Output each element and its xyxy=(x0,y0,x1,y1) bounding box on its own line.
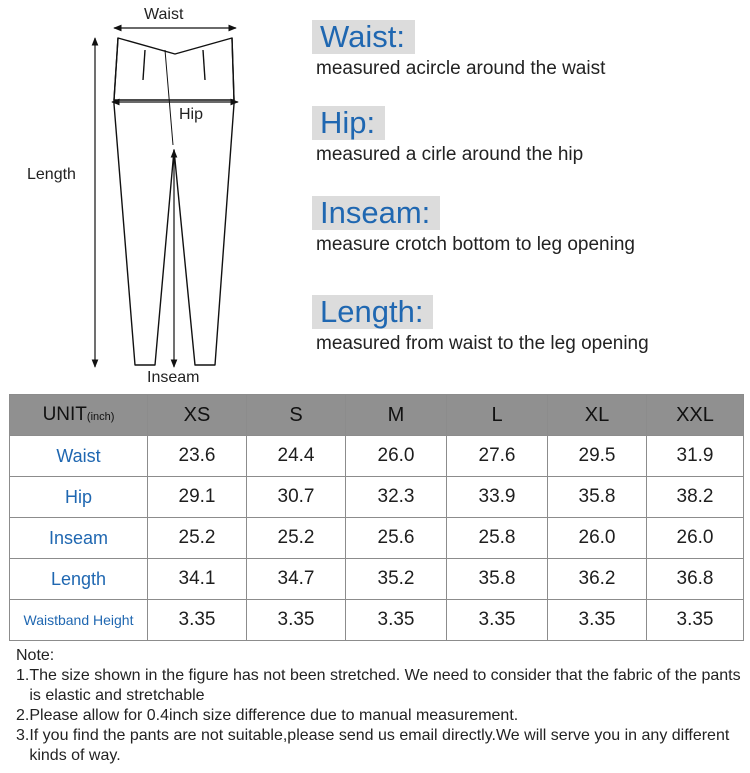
table-cell: 3.35 xyxy=(447,600,548,641)
table-row xyxy=(10,477,744,518)
row-label: Length xyxy=(10,559,148,600)
unit-label: UNIT xyxy=(42,404,87,425)
table-cell: 30.7 xyxy=(247,477,346,518)
table-row xyxy=(10,518,744,559)
hip-diagram-label: Hip xyxy=(179,106,204,123)
definition-text: measured from waist to the leg opening xyxy=(316,333,649,354)
length-diagram-label: Length xyxy=(27,166,76,183)
table-cell: 3.35 xyxy=(148,600,247,641)
definition-title: Length: xyxy=(312,295,433,329)
waist-diagram-label: Waist xyxy=(144,6,184,23)
table-cell: 25.2 xyxy=(148,518,247,559)
note-number: 2. xyxy=(16,707,30,724)
inseam-diagram-label: Inseam xyxy=(147,369,200,386)
table-cell: 25.6 xyxy=(346,518,447,559)
table-cell: 35.8 xyxy=(447,559,548,600)
table-cell: 3.35 xyxy=(346,600,447,641)
definition-text: measured acircle around the waist xyxy=(316,58,606,79)
row-label: Hip xyxy=(10,477,148,518)
table-cell: 36.2 xyxy=(548,559,647,600)
table-cell: 26.0 xyxy=(346,436,447,477)
table-cell: 3.35 xyxy=(548,600,647,641)
table-cell: 38.2 xyxy=(647,477,744,518)
definition-hip xyxy=(312,106,583,166)
definition-title: Hip: xyxy=(312,106,385,140)
definition-waist xyxy=(312,20,605,80)
size-header: XS xyxy=(148,395,247,436)
table-cell: 3.35 xyxy=(247,600,346,641)
definition-text: measured a cirle around the hip xyxy=(316,144,584,165)
size-header: L xyxy=(447,395,548,436)
table-cell: 32.3 xyxy=(346,477,447,518)
table-cell: 34.1 xyxy=(148,559,247,600)
table-cell: 25.2 xyxy=(247,518,346,559)
definition-length xyxy=(312,295,649,355)
table-cell: 36.8 xyxy=(647,559,744,600)
table-cell: 26.0 xyxy=(647,518,744,559)
size-header: M xyxy=(346,395,447,436)
note-item xyxy=(16,706,746,726)
definition-title: Waist: xyxy=(312,20,415,54)
size-chart-table xyxy=(9,394,744,641)
table-row xyxy=(10,436,744,477)
table-cell: 34.7 xyxy=(247,559,346,600)
table-cell: 3.35 xyxy=(647,600,744,641)
pants-measurement-diagram xyxy=(0,0,300,392)
note-item xyxy=(16,726,746,766)
notes-section xyxy=(16,646,746,766)
definition-title: Inseam: xyxy=(312,196,440,230)
table-cell: 27.6 xyxy=(447,436,548,477)
table-cell: 24.4 xyxy=(247,436,346,477)
size-header: S xyxy=(247,395,346,436)
table-row xyxy=(10,559,744,600)
row-label: Waist xyxy=(10,436,148,477)
table-cell: 35.8 xyxy=(548,477,647,518)
table-cell: 25.8 xyxy=(447,518,548,559)
table-cell: 26.0 xyxy=(548,518,647,559)
table-row xyxy=(10,600,744,641)
row-label: Inseam xyxy=(10,518,148,559)
note-item xyxy=(16,666,746,706)
note-text: If you find the pants are not suitable,please send us email directly.We will serve you in any different kinds of way. xyxy=(29,727,730,764)
note-text: Please allow for 0.4inch size difference due to manual measurement. xyxy=(29,707,519,724)
size-header: XXL xyxy=(647,395,744,436)
size-header: XL xyxy=(548,395,647,436)
note-text: The size shown in the figure has not been stretched. We need to consider that the fabric of the pants is elastic and stretchable xyxy=(29,667,741,704)
note-number: 1. xyxy=(16,667,30,684)
table-cell: 29.5 xyxy=(548,436,647,477)
unit-header xyxy=(10,395,148,436)
table-cell: 23.6 xyxy=(148,436,247,477)
table-cell: 29.1 xyxy=(148,477,247,518)
row-label: Waistband Height xyxy=(10,600,148,641)
definition-inseam xyxy=(312,196,635,256)
table-header-row xyxy=(10,395,744,436)
table-cell: 31.9 xyxy=(647,436,744,477)
pants-outline-illustration xyxy=(0,0,300,392)
note-number: 3. xyxy=(16,727,30,744)
table-cell: 33.9 xyxy=(447,477,548,518)
notes-heading: Note: xyxy=(16,647,55,664)
table-cell: 35.2 xyxy=(346,559,447,600)
definition-text: measure crotch bottom to leg opening xyxy=(316,234,635,255)
unit-sub-label: (inch) xyxy=(86,411,115,423)
